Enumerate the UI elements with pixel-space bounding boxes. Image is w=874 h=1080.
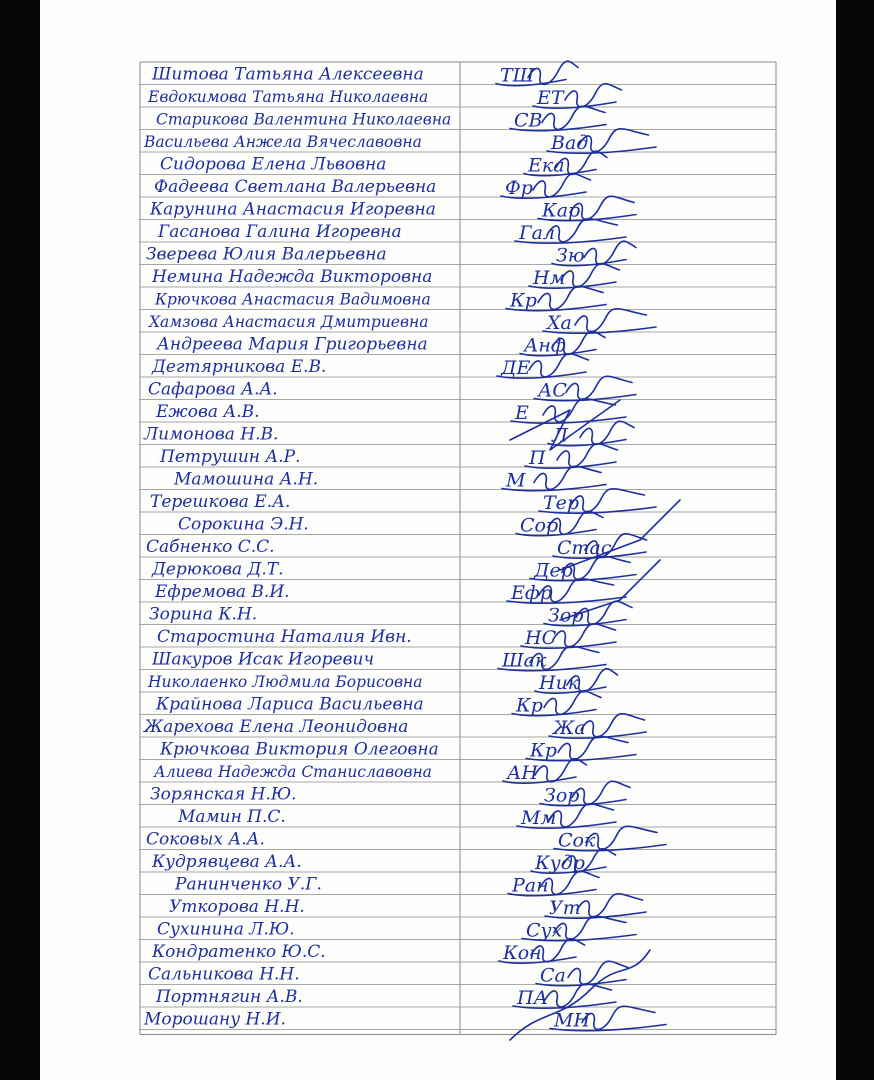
signer-name: Зорянская Н.Ю. <box>150 784 297 805</box>
signer-name: Зорина К.Н. <box>149 604 258 625</box>
table-row <box>148 309 656 334</box>
signature-initials: Дер <box>534 559 573 582</box>
signer-name: Уткорова Н.Н. <box>169 897 305 917</box>
signature-initials: Сух <box>526 919 563 942</box>
signature-initials: Ека <box>528 154 565 177</box>
signature-initials: Сок <box>558 829 596 852</box>
table-row <box>151 61 578 86</box>
table-row <box>146 534 647 559</box>
table-row <box>159 444 618 469</box>
right-dark-border <box>836 0 874 1080</box>
signer-name: Алиева Надежда Станиславовна <box>154 763 432 781</box>
signature-initials: Кр <box>530 739 557 762</box>
signer-name: Сабненко С.С. <box>146 537 275 557</box>
signature-initials: ПА <box>517 987 548 1009</box>
signer-name: Жарехова Елена Леонидовна <box>144 717 409 737</box>
signer-name: Старостина Наталия Ивн. <box>157 627 412 647</box>
table-row <box>149 196 636 221</box>
signer-name: Сальникова Н.Н. <box>148 964 300 985</box>
table-row <box>146 241 636 266</box>
signer-name: Мамин П.С. <box>178 807 286 827</box>
signer-name: Дерюкова Д.Т. <box>152 559 284 580</box>
signature-initials: МН <box>554 1009 591 1032</box>
signature-initials: Л <box>552 424 568 447</box>
signature-initials: Мм <box>521 807 557 829</box>
signature-initials: Вад <box>551 132 589 154</box>
table-row <box>155 984 616 1009</box>
signature-initials: Фр <box>505 177 533 199</box>
signer-name: Хамзова Анастасия Дмитриевна <box>149 313 429 331</box>
signer-name: Крючкова Анастасия Вадимовна <box>155 290 431 309</box>
table-row <box>143 714 646 739</box>
signer-name: Андреева Мария Григорьевна <box>157 334 428 355</box>
table-row <box>155 691 601 716</box>
signature-initials: Ут <box>549 897 581 919</box>
signature-initials: Кудр <box>535 852 585 874</box>
signature-initials: Жа <box>553 717 586 739</box>
signer-name: Шакуров Исак Игоревич <box>152 649 375 670</box>
signature-initials: ТШ <box>500 64 535 87</box>
table-row <box>155 399 626 424</box>
table-row <box>157 916 636 941</box>
table-row <box>173 466 606 491</box>
signer-name: Фадеева Светлана Валерьевна <box>154 177 437 197</box>
signature-initials: Анф <box>524 334 566 357</box>
signature-sheet <box>40 0 836 1080</box>
signature-initials: ЕТ <box>537 87 564 109</box>
table-row <box>151 849 616 874</box>
signature-initials: Нм <box>533 267 566 289</box>
signer-name: Дегтярникова Е.В. <box>152 357 327 377</box>
signature-initials: Ран <box>512 874 549 897</box>
signer-name: Морошану Н.И. <box>144 1009 286 1030</box>
signer-name: Гасанова Галина Игоревна <box>158 222 402 242</box>
table-row <box>143 129 656 154</box>
table-row <box>156 331 605 356</box>
signature-initials: Е <box>515 402 529 424</box>
signature-initials: Кр <box>516 694 543 717</box>
signer-name: Карунина Анастасия Игоревна <box>150 199 436 220</box>
table-row <box>151 354 589 379</box>
signer-name: Сорокина Э.Н. <box>178 514 309 535</box>
signature-initials: М <box>506 469 526 492</box>
table-row <box>154 174 591 199</box>
signer-name: Соковых А.А. <box>146 829 265 850</box>
signer-name: Ефремова В.И. <box>155 582 290 602</box>
table-row <box>151 646 606 671</box>
table-row <box>154 579 626 604</box>
signer-name: Крайнова Лариса Васильевна <box>156 694 424 715</box>
table-row <box>143 1006 666 1031</box>
table-row <box>148 376 636 401</box>
signature-initials: Ха <box>547 312 572 334</box>
signer-name: Мамошина А.Н. <box>174 469 319 490</box>
table-row <box>157 219 626 244</box>
signer-name: Крючкова Виктория Олеговна <box>160 739 439 760</box>
signer-name: Старикова Валентина Николаевна <box>156 110 452 129</box>
table-row <box>174 871 599 896</box>
table-row <box>147 669 618 694</box>
signer-name: Петрушин А.Р. <box>160 447 301 467</box>
signature-initials: Зор <box>548 604 584 627</box>
table-row <box>169 894 646 919</box>
signature-initials: Гал <box>519 222 556 244</box>
signer-name: Немина Надежда Викторовна <box>152 267 433 287</box>
table-row <box>151 264 620 289</box>
signature-initials: АС <box>538 379 567 402</box>
signature-initials: ДЕ <box>501 357 531 379</box>
left-dark-border <box>0 0 40 1080</box>
table-row <box>157 624 616 649</box>
signature-initials: Шак <box>502 649 547 672</box>
table-row <box>154 286 606 311</box>
table-row <box>151 939 585 964</box>
signer-name: Николаенко Людмила Борисовна <box>148 673 423 691</box>
signer-name: Терешкова Е.А. <box>150 492 291 512</box>
signature-initials: СВ <box>514 109 543 132</box>
signature-table <box>40 0 836 1080</box>
signer-name: Васильева Анжела Вячеславовна <box>144 133 422 151</box>
signer-name: Ранинченко У.Г. <box>175 874 322 895</box>
table-row <box>160 151 607 176</box>
signature-initials: Ефр <box>511 582 552 604</box>
table-row <box>149 601 632 626</box>
signature-initials: Стас <box>557 537 612 559</box>
signature-initials: Зю <box>556 244 585 267</box>
table-row <box>177 804 616 829</box>
signer-name: Ежова А.В. <box>156 402 260 422</box>
signer-name: Шитова Татьяна Алексеевна <box>152 64 424 85</box>
signer-name: Сафарова А.А. <box>148 379 278 400</box>
signature-initials: Кон <box>503 942 542 964</box>
signer-name: Кудрявцева А.А. <box>152 852 302 872</box>
signature-initials: Тер <box>543 492 580 514</box>
table-row <box>150 781 630 806</box>
signature-initials: Ник <box>539 672 580 694</box>
signer-name: Кондратенко Ю.С. <box>152 942 326 962</box>
signature-initials: Зор <box>544 784 580 807</box>
signer-name: Зверева Юлия Валерьевна <box>146 244 387 265</box>
table-row <box>148 961 628 986</box>
signer-name: Портнягин А.В. <box>156 987 303 1007</box>
table-row <box>156 106 606 131</box>
signature-initials: Кр <box>510 289 537 312</box>
table-row <box>147 84 622 109</box>
signer-name: Лимонова Н.В. <box>144 424 279 445</box>
signer-name: Сухинина Л.Ю. <box>157 919 295 940</box>
signature-initials: П <box>529 447 546 469</box>
signature-initials: Сор <box>520 514 559 537</box>
table-row <box>150 489 656 514</box>
table-row <box>159 736 636 761</box>
signature-initials: АН <box>507 762 538 784</box>
table-row <box>178 511 603 536</box>
signature-initials: НС <box>525 627 557 649</box>
table-row <box>153 759 587 784</box>
signer-name: Сидорова Елена Львовна <box>160 154 387 175</box>
table-row <box>146 826 666 851</box>
signature-initials: Са <box>540 964 566 987</box>
signer-name: Евдокимова Татьяна Николаевна <box>148 88 429 106</box>
signature-initials: Кар <box>542 199 581 222</box>
